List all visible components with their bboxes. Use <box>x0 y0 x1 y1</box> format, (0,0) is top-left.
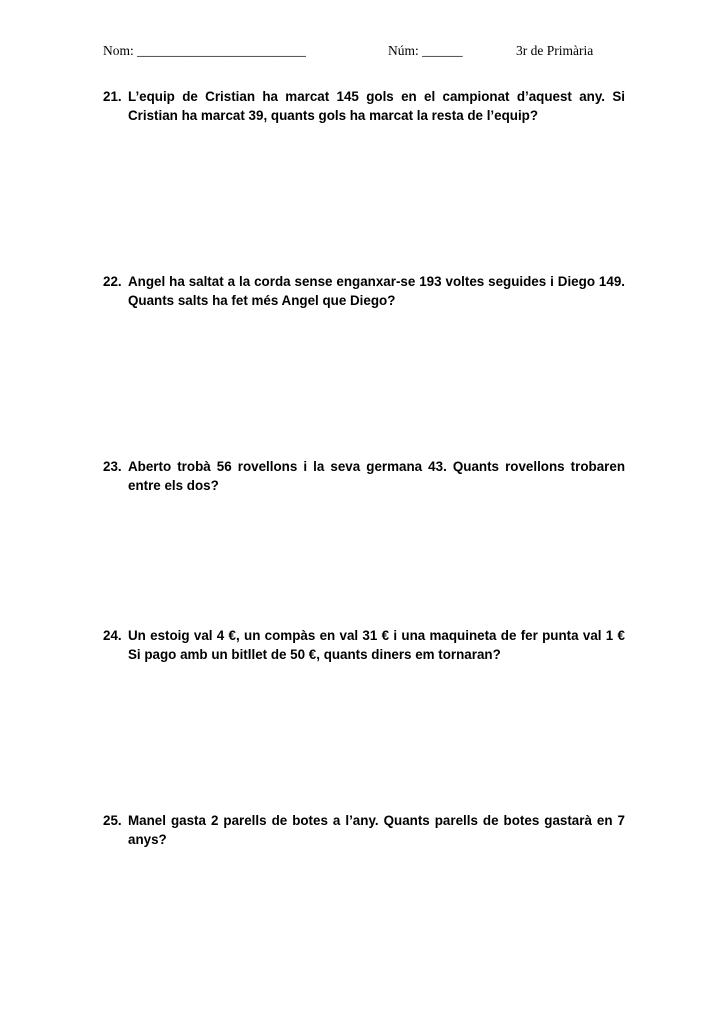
question-number: 23. <box>103 459 122 474</box>
question-number: 22. <box>103 274 122 289</box>
question-text: Aberto trobà 56 rovellons i la seva germana 43. Quants rovellons trobaren entre els dos? <box>128 459 625 493</box>
worksheet-header <box>103 42 623 60</box>
question-text: Un estoig val 4 €, un compàs en val 31 € i una maquineta de fer punta val 1 € Si pago amb un bitllet de 50 €, quants diners em tornaran? <box>128 628 625 662</box>
student-name-field: Nom: _________________________ <box>103 43 306 58</box>
question-number: 24. <box>103 628 122 643</box>
question-21 <box>103 87 625 125</box>
question-text: Manel gasta 2 parells de botes a l’any. Quants parells de botes gastarà en 7 anys? <box>128 813 625 847</box>
question-25 <box>103 811 625 849</box>
question-text: L’equip de Cristian ha marcat 145 gols en el campionat d’aquest any. Si Cristian ha marcat 39, quants gols ha marcat la resta de l’equip? <box>128 89 625 123</box>
question-22 <box>103 272 625 310</box>
question-number: 21. <box>103 89 122 104</box>
grade-label: 3r de Primària <box>516 43 594 58</box>
student-number-field: Núm: ______ <box>388 43 463 58</box>
question-24 <box>103 626 625 664</box>
question-text: Angel ha saltat a la corda sense enganxar-se 193 voltes seguides i Diego 149. Quants salts ha fet més Angel que Diego? <box>128 274 625 308</box>
question-number: 25. <box>103 813 122 828</box>
question-23 <box>103 457 625 495</box>
